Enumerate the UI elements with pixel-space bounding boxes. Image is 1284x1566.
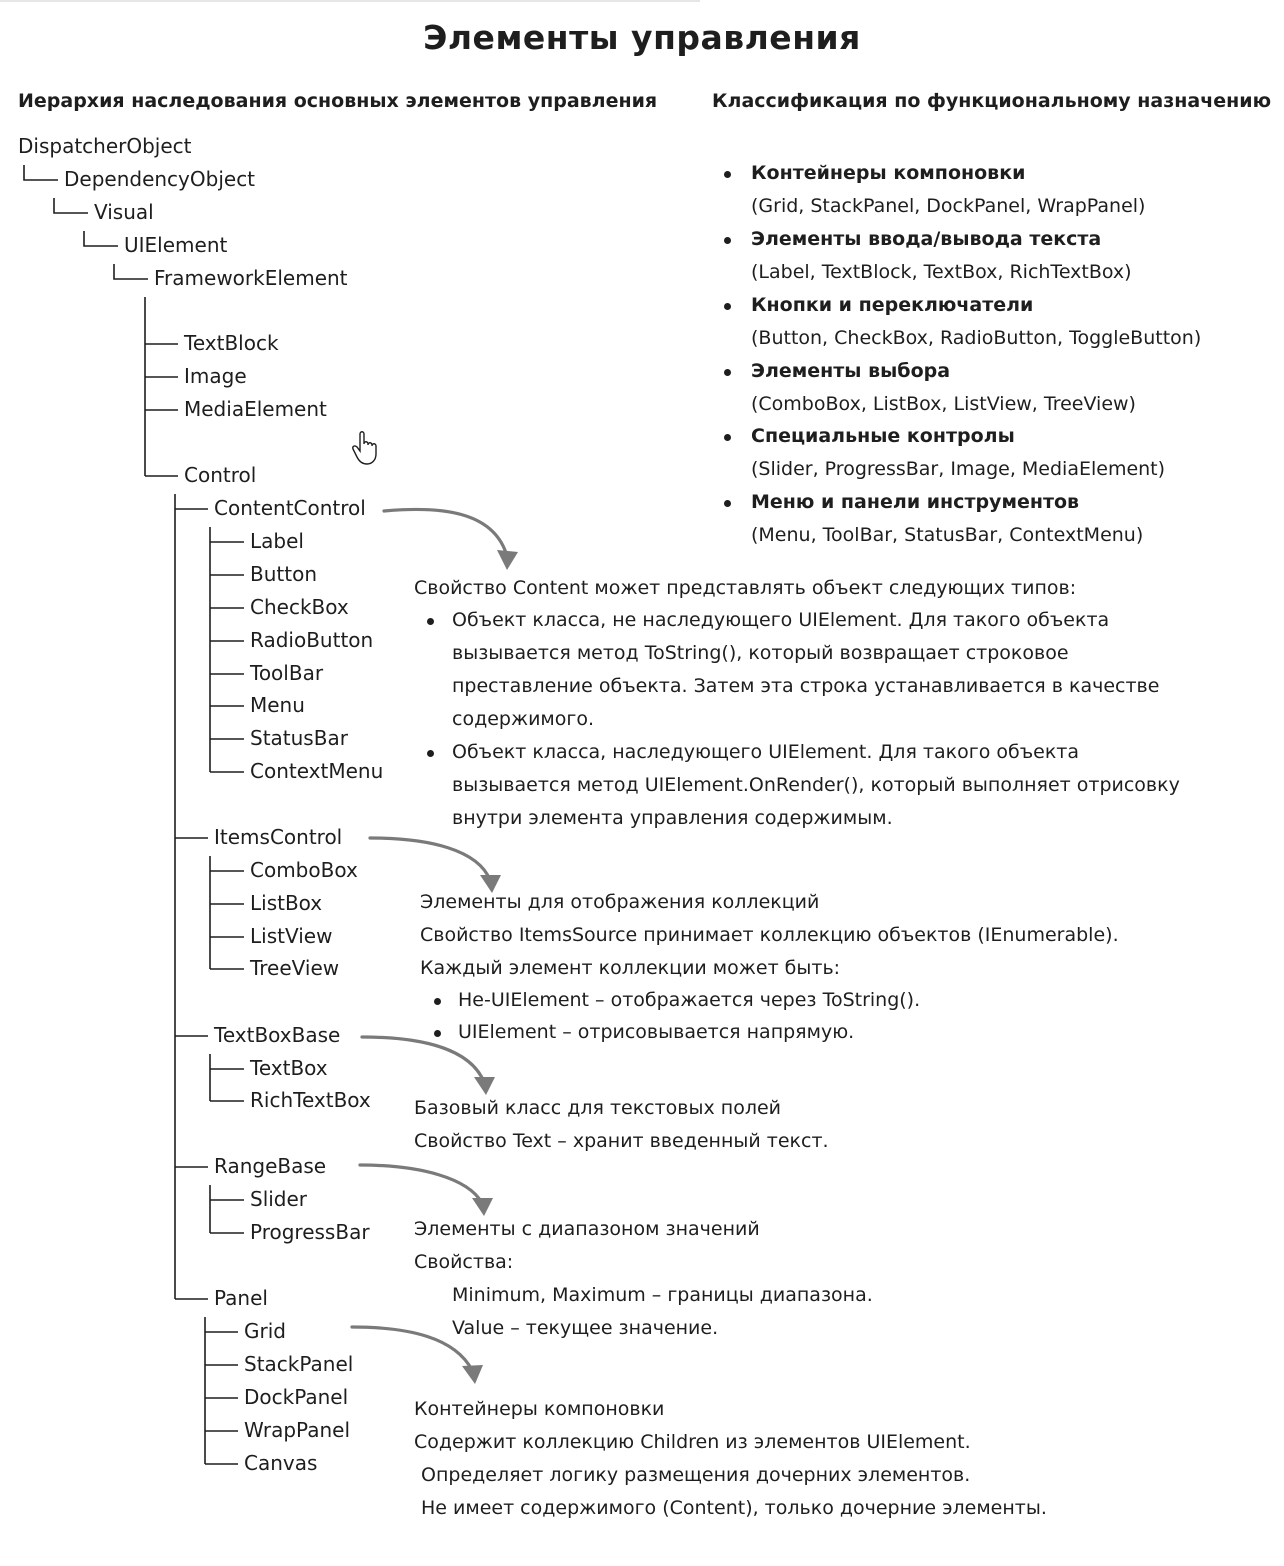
node-label: Label: [250, 529, 304, 553]
arrow-rangebase: [360, 1165, 482, 1203]
node-panel: Panel: [214, 1286, 268, 1310]
note-line: Базовый класс для текстовых полей: [414, 1097, 782, 1119]
bullet: [724, 237, 731, 244]
page-title: Элементы управления: [423, 18, 861, 57]
node-uielement: UIElement: [124, 233, 228, 257]
node-grid: Grid: [244, 1319, 286, 1343]
node-progressbar: ProgressBar: [250, 1220, 370, 1244]
class-name: Контейнеры компоновки: [751, 162, 1026, 184]
note-line: Minimum, Maximum – границы диапазона.: [452, 1284, 873, 1306]
note-line: преставление объекта. Затем эта строка устанавливается в качестве: [452, 675, 1160, 697]
node-statusbar: StatusBar: [250, 726, 348, 750]
node-rangebase: RangeBase: [214, 1154, 327, 1178]
node-wrappanel: WrapPanel: [244, 1418, 351, 1442]
node-button: Button: [250, 562, 317, 586]
class-examples: (Button, CheckBox, RadioButton, ToggleButton): [751, 327, 1202, 349]
note-line: Свойства:: [414, 1251, 514, 1273]
node-control: Control: [184, 463, 257, 487]
class-examples: (Menu, ToolBar, StatusBar, ContextMenu): [751, 524, 1144, 546]
bullet: [427, 618, 434, 625]
note-line: Элементы для отображения коллекций: [420, 891, 820, 913]
bullet: [434, 998, 441, 1005]
node-combobox: ComboBox: [250, 858, 358, 882]
note-line: Value – текущее значение.: [452, 1317, 719, 1339]
note-line: вызывается метод UIElement.OnRender(), который выполняет отрисовку: [452, 774, 1180, 796]
note-line: внутри элемента управления содержимым.: [452, 807, 893, 829]
arrow-itemscontrol: [370, 838, 490, 880]
arrow-contentcontrol: [384, 509, 507, 556]
bullet: [724, 303, 731, 310]
class-examples: (Slider, ProgressBar, Image, MediaElement): [751, 458, 1166, 480]
note-line: Элементы с диапазоном значений: [414, 1218, 760, 1240]
node-contentcontrol: ContentControl: [214, 496, 366, 520]
note-line: Объект класса, наследующего UIElement. Для такого объекта: [452, 741, 1080, 763]
bullet: [434, 1030, 441, 1037]
arrow-textboxbase: [362, 1037, 484, 1082]
classification-header: Классификация по функциональному назначению: [712, 90, 1272, 112]
bullet: [724, 369, 731, 376]
class-examples: (Grid, StackPanel, DockPanel, WrapPanel): [751, 195, 1146, 217]
bullet: [427, 750, 434, 757]
node-dockpanel: DockPanel: [244, 1385, 349, 1409]
node-dependencyobject: DependencyObject: [64, 167, 256, 191]
hierarchy-header: Иерархия наследования основных элементов управления: [18, 90, 658, 112]
node-listbox: ListBox: [250, 891, 323, 915]
node-checkbox: CheckBox: [250, 595, 349, 619]
node-visual: Visual: [94, 200, 154, 224]
note-line: Свойство ItemsSource принимает коллекцию объектов (IEnumerable).: [420, 924, 1119, 946]
hand-pointer-icon: [353, 432, 376, 464]
node-dispatcherobject: DispatcherObject: [18, 134, 192, 158]
node-stackpanel: StackPanel: [244, 1352, 354, 1376]
bullet: [724, 434, 731, 441]
note-line: Свойство Content может представлять объект следующих типов:: [414, 577, 1077, 599]
note-line: содержимого.: [452, 708, 595, 730]
node-radiobutton: RadioButton: [250, 628, 374, 652]
bullet: [724, 500, 731, 507]
note-line: Определяет логику размещения дочерних элементов.: [421, 1464, 971, 1486]
note-line: UIElement – отрисовывается напрямую.: [458, 1021, 855, 1043]
class-examples: (Label, TextBlock, TextBox, RichTextBox): [751, 261, 1132, 283]
node-contextmenu: ContextMenu: [250, 759, 384, 783]
note-line: Объект класса, не наследующего UIElement. Для такого объекта: [452, 609, 1110, 631]
node-canvas: Canvas: [244, 1451, 318, 1475]
node-textbox: TextBox: [250, 1056, 328, 1080]
node-menu: Menu: [250, 693, 305, 717]
node-treeview: TreeView: [250, 956, 340, 980]
node-slider: Slider: [250, 1187, 308, 1211]
node-textboxbase: TextBoxBase: [214, 1023, 341, 1047]
node-frameworkelement: FrameworkElement: [154, 266, 348, 290]
note-line: Содержит коллекцию Children из элементов UIElement.: [414, 1431, 971, 1453]
bullet: [724, 171, 731, 178]
node-richtextbox: RichTextBox: [250, 1088, 371, 1112]
note-line: Не имеет содержимого (Content), только дочерние элементы.: [421, 1497, 1047, 1519]
class-name: Специальные контролы: [751, 425, 1015, 447]
node-itemscontrol: ItemsControl: [214, 825, 343, 849]
node-mediaelement: MediaElement: [184, 397, 327, 421]
class-name: Меню и панели инструментов: [751, 491, 1080, 513]
class-name: Элементы ввода/вывода текста: [751, 228, 1102, 250]
note-line: Каждый элемент коллекции может быть:: [420, 957, 841, 979]
note-line: Не-UIElement – отображается через ToString().: [458, 989, 921, 1011]
note-line: вызывается метод ToString(), который возвращает строковое: [452, 642, 1069, 664]
node-toolbar: ToolBar: [250, 661, 324, 685]
class-examples: (ComboBox, ListBox, ListView, TreeView): [751, 393, 1136, 415]
class-name: Элементы выбора: [751, 360, 951, 382]
node-textblock: TextBlock: [184, 331, 279, 355]
class-name: Кнопки и переключатели: [751, 294, 1034, 316]
node-image: Image: [184, 364, 247, 388]
note-line: Контейнеры компоновки: [414, 1398, 665, 1420]
note-line: Свойство Text – хранит введенный текст.: [414, 1130, 829, 1152]
node-listview: ListView: [250, 924, 333, 948]
